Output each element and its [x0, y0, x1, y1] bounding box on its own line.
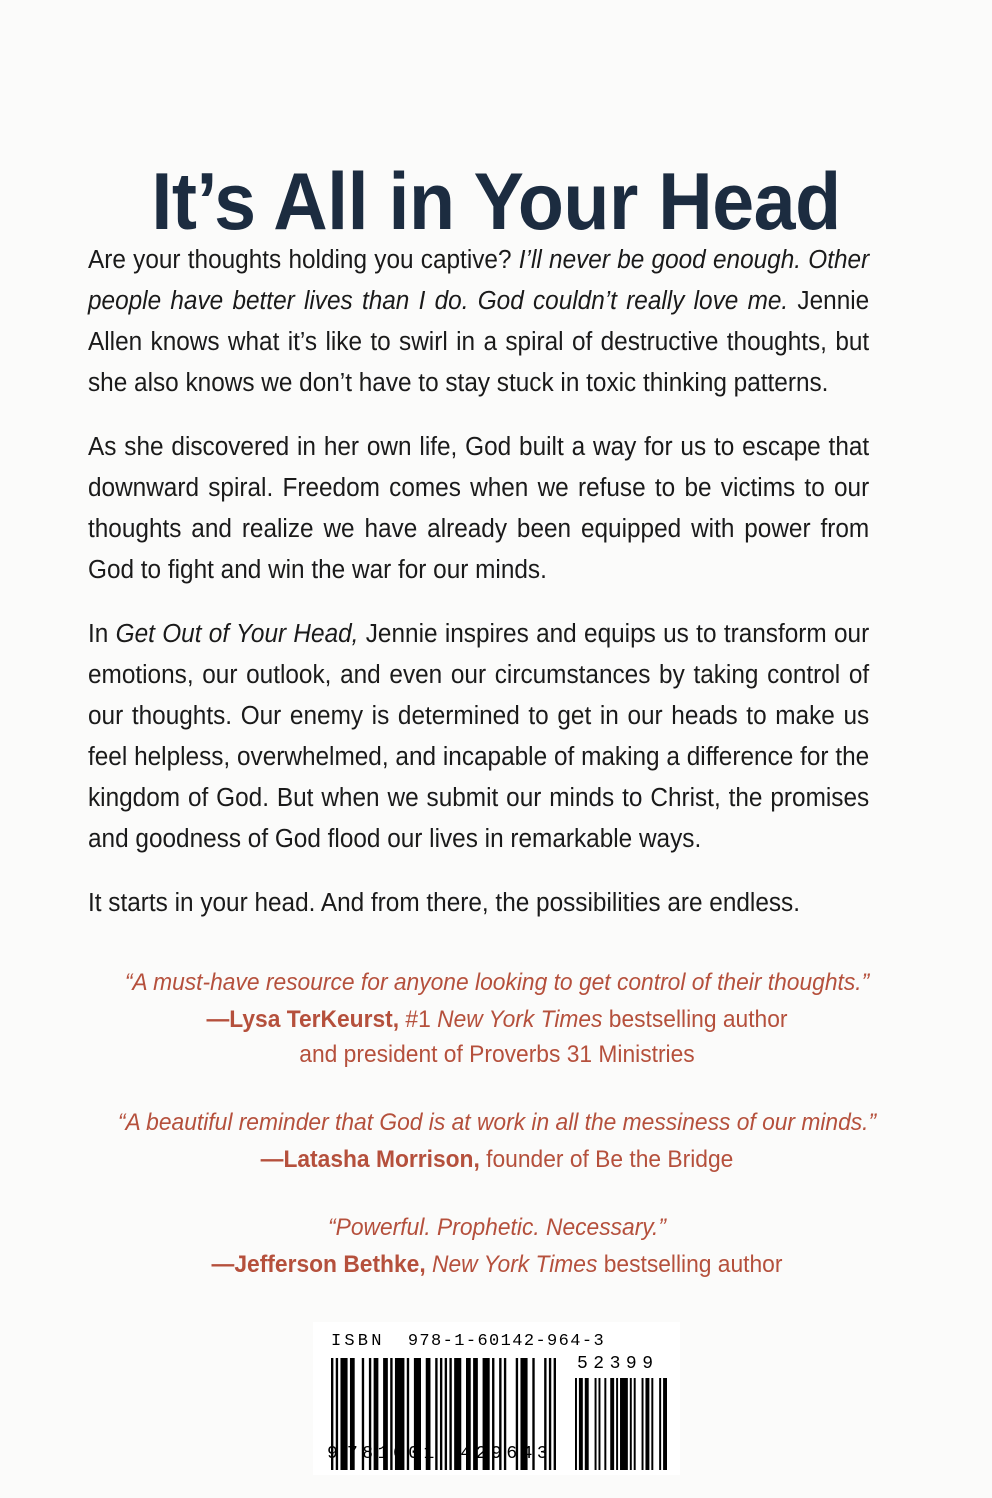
endorsement-quote: “A must-have resource for anyone looking to get control of their thoughts.”: [124, 969, 870, 996]
paragraph-2: As she discovered in her own life, God built a way for us to escape that downward spiral. Freedom comes when we refuse to be victims to our thoughts and realize we have already been equipped with power from God to fight and win the war for our minds.: [88, 433, 870, 584]
isbn-text: [331, 1332, 605, 1351]
paragraph-3: In Get Out of Your Head, Jennie inspires and equips us to transform our emotions, our outlook, and even our circumstances by taking control of our thoughts. Our enemy is determined to get in our heads to make us feel helpless, overwhelmed, and incapable of making a difference for the kingdom of God. But when we submit our minds to Christ, the promises and goodness of God flood our lives in remarkable ways.: [88, 620, 870, 853]
paragraph-1: Are your thoughts holding you captive? I’ll never be good enough. Other people have better lives than I do. God couldn’t really love me. Jennie Allen knows what it’s like to swirl in a spiral of destructive thoughts, but she also knows we don’t have to stay stuck in toxic thinking patterns.: [88, 246, 870, 397]
endorsement-jefferson-bethke: [108, 1211, 885, 1282]
ean13-lead-digit: 9: [327, 1444, 338, 1464]
back-cover-description: [88, 240, 906, 924]
ean13-left-group: 781601: [347, 1444, 439, 1464]
ean5-addon-barcode: [575, 1378, 667, 1470]
endorsement-lysa-terkeurst: [108, 966, 885, 1072]
ean5-addon-digits: 52399: [577, 1354, 659, 1374]
paragraph-4: It starts in your head. And from there, the possibilities are endless.: [88, 889, 801, 917]
endorsement-attribution-line2: and president of Proverbs 31 Ministries: [299, 1041, 695, 1068]
isbn-number: 978-1-60142-964-3: [407, 1332, 606, 1351]
endorsement-list: [88, 966, 906, 1282]
ean5-bars-icon: [575, 1378, 667, 1470]
endorsement-attribution: —Lysa TerKeurst, #1 New York Times bestselling author: [206, 1006, 788, 1033]
isbn-label: ISBN: [331, 1332, 385, 1351]
ean13-digits: [327, 1444, 559, 1464]
endorsement-quote: “Powerful. Prophetic. Necessary.”: [328, 1214, 666, 1241]
page-title: It’s All in Your Head: [151, 157, 841, 248]
barcode-block: [313, 1322, 680, 1475]
endorsement-attribution: —Jefferson Bethke, New York Times bestselling author: [211, 1251, 783, 1278]
ean13-right-group: 429643: [460, 1444, 553, 1464]
endorsement-attribution: —Latasha Morrison, founder of Be the Bridge: [260, 1146, 734, 1173]
endorsement-latasha-morrison: [108, 1106, 885, 1177]
endorsement-quote: “A beautiful reminder that God is at work in all the messiness of our minds.”: [117, 1109, 877, 1136]
